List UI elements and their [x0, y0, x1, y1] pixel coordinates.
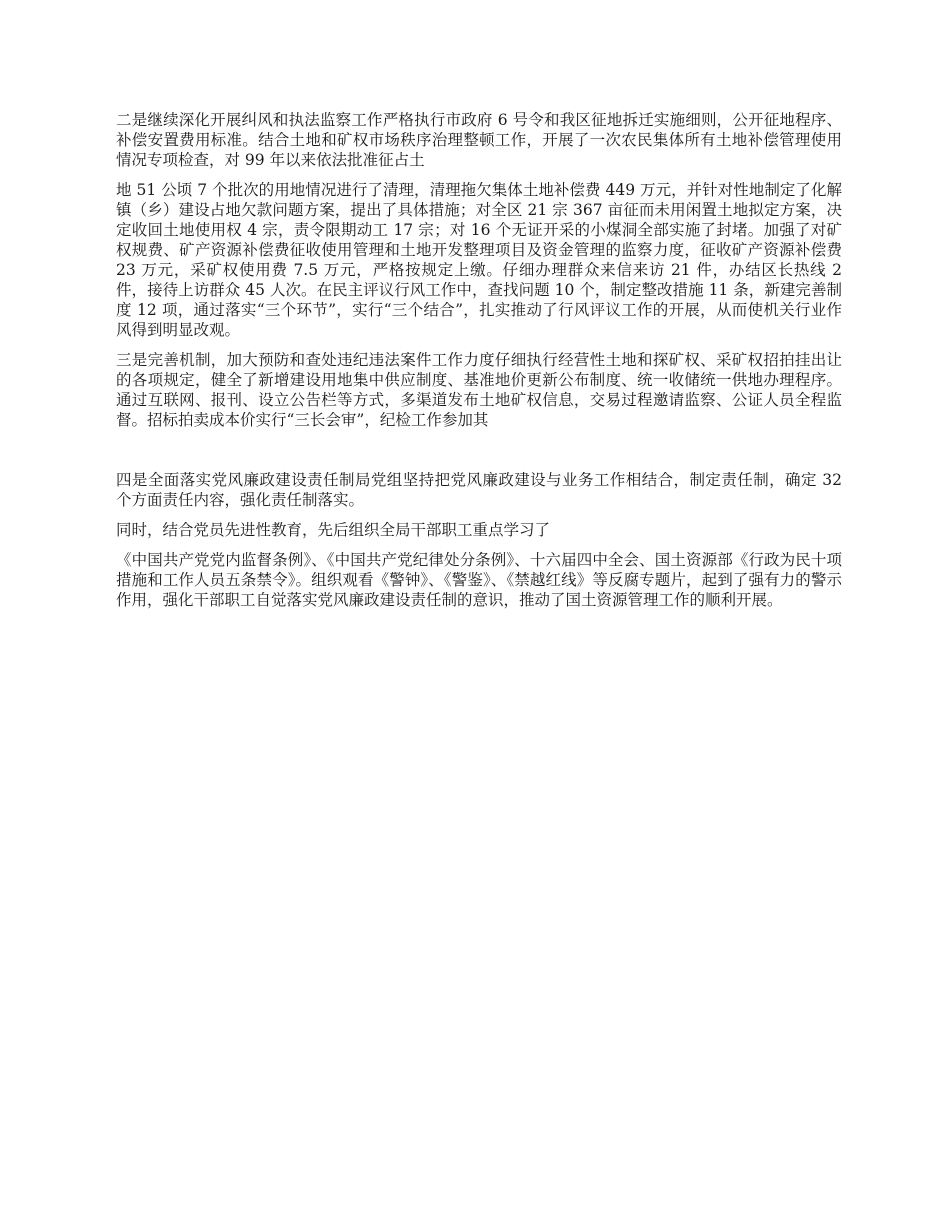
paragraph-4: 四是全面落实党风廉政建设责任制局党组坚持把党风廉政建设与业务工作相结合，制定责任制，确定 32 个方面责任内容，强化责任制落实。 [116, 471, 842, 509]
paragraph-6: 《中国共产党党内监督条例》、《中国共产党纪律处分条例》、十六届四中全会、国土资源部《行政为民十项措施和工作人员五条禁令》。组织观看《警钟》、《警鉴》、《禁越红线》等反腐专题片，起到了强有力的警示作用，强化干部职工自觉落实党风廉政建设责任制的意识，推动了国土资源管理工作的顺利开展。 [116, 551, 842, 609]
paragraph-1: 二是继续深化开展纠风和执法监察工作严格执行市政府 6 号令和我区征地拆迁实施细则，公开征地程序、补偿安置费用标准。结合土地和矿权市场秩序治理整顿工作，开展了一次农民集体所有土地补偿管理使用情况专项检查，对 99 年以来依法批准征占土 [116, 111, 842, 169]
document-body [116, 110, 842, 620]
paragraph-5: 同时，结合党员先进性教育，先后组织全局干部职工重点学习了 [116, 521, 551, 539]
paragraph-3: 三是完善机制，加大预防和查处违纪违法案件工作力度仔细执行经营性土地和探矿权、采矿权招拍挂出让的各项规定，健全了新增建设用地集中供应制度、基准地价更新公布制度、统一收储统一供地办理程序。通过互联网、报刊、设立公告栏等方式，多渠道发布土地矿权信息，交易过程邀请监察、公证人员全程监督。招标拍卖成本价实行“三长会审”，纪检工作参加其 [116, 351, 842, 429]
paragraph-2: 地 51 公顷 7 个批次的用地情况进行了清理，清理拖欠集体土地补偿费 449 万元，并针对性地制定了化解镇（乡）建设占地欠款问题方案，提出了具体措施；对全区 21 宗 367 亩征而未用闲置土地拟定方案，决定收回土地使用权 4 宗，责令限期动工 17 宗；对 16 个无证开采的小煤洞全部实施了封堵。加强了对矿权规费、矿产资源补偿费征收使用管理和土地开发整理项目及资金管理的监察力度，征收矿产资源补偿费 23 万元，采矿权使用费 7.5 万元，严格按规定上缴。仔细办理群众来信来访 21 件，办结区长热线 2 件，接待上访群众 45 人次。在民主评议行风工作中，查找问题 10 个，制定整改措施 11 条，新建完善制度 12 项，通过落实“三个环节”，实行“三个结合”，扎实推动了行风评议工作的开展，从而使机关行业作风得到明显改观。 [116, 181, 842, 339]
